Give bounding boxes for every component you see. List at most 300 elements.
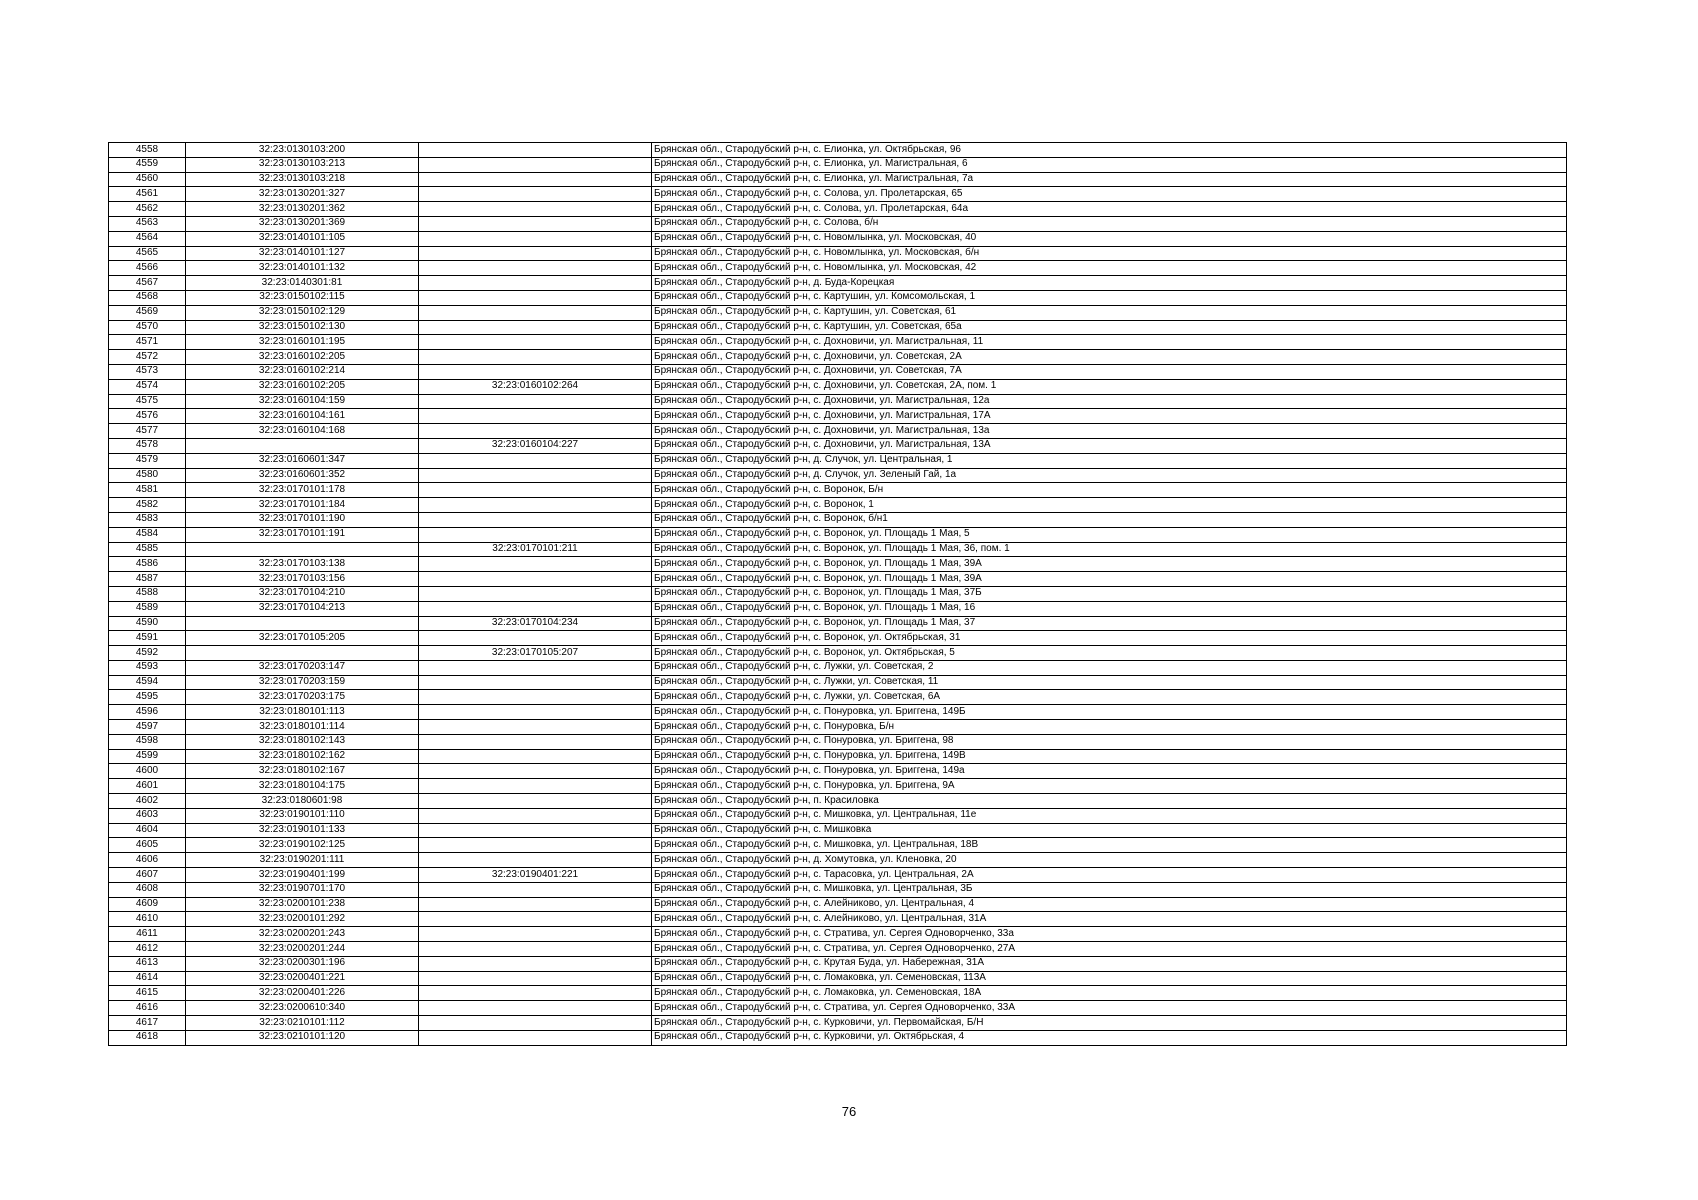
cadastral-number-cell: 32:23:0140101:127 <box>186 246 419 261</box>
address-cell: Брянская обл., Стародубский р-н, с. Воронок, ул. Площадь 1 Мая, 36, пом. 1 <box>652 542 1567 557</box>
table-row <box>109 143 1567 158</box>
row-number-cell: 4564 <box>109 231 186 246</box>
cadastral-number-cell: 32:23:0130103:218 <box>186 172 419 187</box>
cadastral-number-cell: 32:23:0190101:133 <box>186 823 419 838</box>
address-cell: Брянская обл., Стародубский р-н, с. Дохновичи, ул. Магистральная, 11 <box>652 335 1567 350</box>
address-cell: Брянская обл., Стародубский р-н, с. Мишковка, ул. Центральная, 3Б <box>652 882 1567 897</box>
second-cadastral-number-cell <box>419 971 652 986</box>
table-row <box>109 438 1567 453</box>
second-cadastral-number-cell <box>419 927 652 942</box>
table-row <box>109 305 1567 320</box>
row-number-cell: 4580 <box>109 468 186 483</box>
address-cell: Брянская обл., Стародубский р-н, п. Красиловка <box>652 794 1567 809</box>
cadastral-number-cell: 32:23:0160601:352 <box>186 468 419 483</box>
second-cadastral-number-cell <box>419 216 652 231</box>
table-row <box>109 453 1567 468</box>
cadastral-number-cell: 32:23:0160101:195 <box>186 335 419 350</box>
address-cell: Брянская обл., Стародубский р-н, с. Понуровка, ул. Бриггена, 98 <box>652 734 1567 749</box>
page-number: 76 <box>841 1104 857 1119</box>
address-cell: Брянская обл., Стародубский р-н, с. Дохновичи, ул. Советская, 2А <box>652 350 1567 365</box>
cadastral-number-cell: 32:23:0140101:132 <box>186 261 419 276</box>
second-cadastral-number-cell <box>419 720 652 735</box>
row-number-cell: 4588 <box>109 586 186 601</box>
address-cell: Брянская обл., Стародубский р-н, с. Елионка, ул. Магистральная, 6 <box>652 157 1567 172</box>
second-cadastral-number-cell <box>419 601 652 616</box>
row-number-cell: 4614 <box>109 971 186 986</box>
row-number-cell: 4572 <box>109 350 186 365</box>
cadastral-number-cell: 32:23:0180102:167 <box>186 764 419 779</box>
address-cell: Брянская обл., Стародубский р-н, д. Буда-Корецкая <box>652 276 1567 291</box>
second-cadastral-number-cell: 32:23:0170105:207 <box>419 646 652 661</box>
address-cell: Брянская обл., Стародубский р-н, с. Понуровка, ул. Бриггена, 149а <box>652 764 1567 779</box>
cadastral-number-cell: 32:23:0130103:213 <box>186 157 419 172</box>
cadastral-number-cell: 32:23:0190701:170 <box>186 882 419 897</box>
address-cell: Брянская обл., Стародубский р-н, с. Алейниково, ул. Центральная, 4 <box>652 897 1567 912</box>
row-number-cell: 4615 <box>109 986 186 1001</box>
second-cadastral-number-cell <box>419 838 652 853</box>
address-cell: Брянская обл., Стародубский р-н, с. Понуровка, ул. Бриггена, 149В <box>652 749 1567 764</box>
second-cadastral-number-cell <box>419 1001 652 1016</box>
second-cadastral-number-cell <box>419 942 652 957</box>
row-number-cell: 4587 <box>109 572 186 587</box>
row-number-cell: 4561 <box>109 187 186 202</box>
table-row <box>109 394 1567 409</box>
cadastral-number-cell: 32:23:0180101:113 <box>186 705 419 720</box>
table-row <box>109 779 1567 794</box>
registry-table-body <box>109 143 1567 1046</box>
table-row <box>109 379 1567 394</box>
second-cadastral-number-cell <box>419 749 652 764</box>
row-number-cell: 4602 <box>109 794 186 809</box>
second-cadastral-number-cell <box>419 527 652 542</box>
row-number-cell: 4594 <box>109 675 186 690</box>
cadastral-number-cell: 32:23:0180102:143 <box>186 734 419 749</box>
row-number-cell: 4575 <box>109 394 186 409</box>
address-cell: Брянская обл., Стародубский р-н, с. Новомлынка, ул. Московская, б/н <box>652 246 1567 261</box>
row-number-cell: 4581 <box>109 483 186 498</box>
registry-table <box>108 142 1567 1046</box>
cadastral-number-cell: 32:23:0190201:111 <box>186 853 419 868</box>
address-cell: Брянская обл., Стародубский р-н, с. Солова, б/н <box>652 216 1567 231</box>
cadastral-number-cell <box>186 646 419 661</box>
row-number-cell: 4590 <box>109 616 186 631</box>
row-number-cell: 4600 <box>109 764 186 779</box>
table-row <box>109 527 1567 542</box>
second-cadastral-number-cell <box>419 794 652 809</box>
cadastral-number-cell: 32:23:0170101:184 <box>186 498 419 513</box>
second-cadastral-number-cell: 32:23:0160102:264 <box>419 379 652 394</box>
row-number-cell: 4597 <box>109 720 186 735</box>
second-cadastral-number-cell: 32:23:0170104:234 <box>419 616 652 631</box>
cadastral-number-cell: 32:23:0170101:178 <box>186 483 419 498</box>
table-row <box>109 764 1567 779</box>
second-cadastral-number-cell <box>419 157 652 172</box>
second-cadastral-number-cell <box>419 572 652 587</box>
second-cadastral-number-cell: 32:23:0170101:211 <box>419 542 652 557</box>
second-cadastral-number-cell <box>419 705 652 720</box>
table-row <box>109 956 1567 971</box>
second-cadastral-number-cell <box>419 912 652 927</box>
address-cell: Брянская обл., Стародубский р-н, с. Елионка, ул. Магистральная, 7а <box>652 172 1567 187</box>
address-cell: Брянская обл., Стародубский р-н, д. Хомутовка, ул. Кленовка, 20 <box>652 853 1567 868</box>
address-cell: Брянская обл., Стародубский р-н, с. Алейниково, ул. Центральная, 31А <box>652 912 1567 927</box>
table-row <box>109 216 1567 231</box>
second-cadastral-number-cell <box>419 172 652 187</box>
table-row <box>109 483 1567 498</box>
table-row <box>109 276 1567 291</box>
address-cell: Брянская обл., Стародубский р-н, с. Новомлынка, ул. Московская, 42 <box>652 261 1567 276</box>
cadastral-number-cell: 32:23:0200101:292 <box>186 912 419 927</box>
second-cadastral-number-cell <box>419 853 652 868</box>
cadastral-number-cell: 32:23:0150102:129 <box>186 305 419 320</box>
address-cell: Брянская обл., Стародубский р-н, с. Крутая Буда, ул. Набережная, 31А <box>652 956 1567 971</box>
address-cell: Брянская обл., Стародубский р-н, с. Понуровка, ул. Бриггена, 149Б <box>652 705 1567 720</box>
second-cadastral-number-cell <box>419 498 652 513</box>
address-cell: Брянская обл., Стародубский р-н, с. Картушин, ул. Советская, 61 <box>652 305 1567 320</box>
row-number-cell: 4574 <box>109 379 186 394</box>
cadastral-number-cell: 32:23:0160104:168 <box>186 424 419 439</box>
cadastral-number-cell: 32:23:0160601:347 <box>186 453 419 468</box>
row-number-cell: 4607 <box>109 868 186 883</box>
table-row <box>109 350 1567 365</box>
second-cadastral-number-cell <box>419 364 652 379</box>
address-cell: Брянская обл., Стародубский р-н, с. Воронок, ул. Площадь 1 Мая, 37Б <box>652 586 1567 601</box>
row-number-cell: 4573 <box>109 364 186 379</box>
cadastral-number-cell: 32:23:0180104:175 <box>186 779 419 794</box>
cadastral-number-cell: 32:23:0130201:369 <box>186 216 419 231</box>
cadastral-number-cell: 32:23:0140101:105 <box>186 231 419 246</box>
table-row <box>109 512 1567 527</box>
address-cell: Брянская обл., Стародубский р-н, с. Дохновичи, ул. Советская, 7А <box>652 364 1567 379</box>
second-cadastral-number-cell <box>419 350 652 365</box>
second-cadastral-number-cell <box>419 409 652 424</box>
row-number-cell: 4613 <box>109 956 186 971</box>
table-row <box>109 734 1567 749</box>
address-cell: Брянская обл., Стародубский р-н, с. Дохновичи, ул. Магистральная, 17А <box>652 409 1567 424</box>
address-cell: Брянская обл., Стародубский р-н, с. Мишковка <box>652 823 1567 838</box>
address-cell: Брянская обл., Стародубский р-н, с. Дохновичи, ул. Магистральная, 12а <box>652 394 1567 409</box>
address-cell: Брянская обл., Стародубский р-н, с. Воронок, ул. Октябрьская, 31 <box>652 631 1567 646</box>
address-cell: Брянская обл., Стародубский р-н, с. Дохновичи, ул. Магистральная, 13а <box>652 424 1567 439</box>
cadastral-number-cell: 32:23:0160104:159 <box>186 394 419 409</box>
table-row <box>109 749 1567 764</box>
address-cell: Брянская обл., Стародубский р-н, с. Понуровка, Б/н <box>652 720 1567 735</box>
second-cadastral-number-cell <box>419 468 652 483</box>
cadastral-number-cell: 32:23:0170101:191 <box>186 527 419 542</box>
address-cell: Брянская обл., Стародубский р-н, с. Воронок, ул. Площадь 1 Мая, 39А <box>652 557 1567 572</box>
address-cell: Брянская обл., Стародубский р-н, с. Новомлынка, ул. Московская, 40 <box>652 231 1567 246</box>
address-cell: Брянская обл., Стародубский р-н, с. Солова, ул. Пролетарская, 65 <box>652 187 1567 202</box>
cadastral-number-cell: 32:23:0130201:327 <box>186 187 419 202</box>
table-row <box>109 498 1567 513</box>
row-number-cell: 4612 <box>109 942 186 957</box>
table-row <box>109 823 1567 838</box>
table-row <box>109 424 1567 439</box>
row-number-cell: 4603 <box>109 808 186 823</box>
address-cell: Брянская обл., Стародубский р-н, с. Воронок, 1 <box>652 498 1567 513</box>
row-number-cell: 4598 <box>109 734 186 749</box>
cadastral-number-cell: 32:23:0180102:162 <box>186 749 419 764</box>
second-cadastral-number-cell <box>419 246 652 261</box>
second-cadastral-number-cell <box>419 586 652 601</box>
cadastral-number-cell <box>186 438 419 453</box>
table-row <box>109 187 1567 202</box>
row-number-cell: 4610 <box>109 912 186 927</box>
cadastral-number-cell: 32:23:0130103:200 <box>186 143 419 158</box>
second-cadastral-number-cell <box>419 231 652 246</box>
table-row <box>109 335 1567 350</box>
address-cell: Брянская обл., Стародубский р-н, с. Стратива, ул. Сергея Одноворченко, 27А <box>652 942 1567 957</box>
table-row <box>109 364 1567 379</box>
cadastral-number-cell: 32:23:0170103:138 <box>186 557 419 572</box>
row-number-cell: 4579 <box>109 453 186 468</box>
row-number-cell: 4568 <box>109 290 186 305</box>
cadastral-number-cell: 32:23:0170103:156 <box>186 572 419 587</box>
cadastral-number-cell: 32:23:0130201:362 <box>186 202 419 217</box>
row-number-cell: 4601 <box>109 779 186 794</box>
cadastral-number-cell: 32:23:0170203:175 <box>186 690 419 705</box>
cadastral-number-cell: 32:23:0170104:210 <box>186 586 419 601</box>
second-cadastral-number-cell: 32:23:0160104:227 <box>419 438 652 453</box>
second-cadastral-number-cell <box>419 320 652 335</box>
address-cell: Брянская обл., Стародубский р-н, с. Воронок, ул. Площадь 1 Мая, 5 <box>652 527 1567 542</box>
table-row <box>109 231 1567 246</box>
table-row <box>109 586 1567 601</box>
cadastral-number-cell: 32:23:0200401:221 <box>186 971 419 986</box>
row-number-cell: 4599 <box>109 749 186 764</box>
row-number-cell: 4606 <box>109 853 186 868</box>
row-number-cell: 4608 <box>109 882 186 897</box>
cadastral-number-cell: 32:23:0200201:243 <box>186 927 419 942</box>
row-number-cell: 4559 <box>109 157 186 172</box>
second-cadastral-number-cell <box>419 986 652 1001</box>
second-cadastral-number-cell <box>419 276 652 291</box>
second-cadastral-number-cell <box>419 764 652 779</box>
address-cell: Брянская обл., Стародубский р-н, с. Солова, ул. Пролетарская, 64а <box>652 202 1567 217</box>
table-row <box>109 838 1567 853</box>
table-row <box>109 690 1567 705</box>
cadastral-number-cell: 32:23:0160102:205 <box>186 350 419 365</box>
address-cell: Брянская обл., Стародубский р-н, с. Лужки, ул. Советская, 2 <box>652 660 1567 675</box>
address-cell: Брянская обл., Стародубский р-н, с. Лужки, ул. Советская, 11 <box>652 675 1567 690</box>
row-number-cell: 4589 <box>109 601 186 616</box>
table-row <box>109 616 1567 631</box>
table-row <box>109 409 1567 424</box>
row-number-cell: 4567 <box>109 276 186 291</box>
row-number-cell: 4604 <box>109 823 186 838</box>
table-row <box>109 868 1567 883</box>
table-row <box>109 675 1567 690</box>
table-row <box>109 1030 1567 1045</box>
cadastral-number-cell: 32:23:0190401:199 <box>186 868 419 883</box>
row-number-cell: 4595 <box>109 690 186 705</box>
cadastral-number-cell: 32:23:0170101:190 <box>186 512 419 527</box>
address-cell: Брянская обл., Стародубский р-н, с. Воронок, б/н1 <box>652 512 1567 527</box>
address-cell: Брянская обл., Стародубский р-н, с. Мишковка, ул. Центральная, 18В <box>652 838 1567 853</box>
cadastral-number-cell <box>186 616 419 631</box>
row-number-cell: 4605 <box>109 838 186 853</box>
second-cadastral-number-cell <box>419 734 652 749</box>
row-number-cell: 4586 <box>109 557 186 572</box>
table-row <box>109 601 1567 616</box>
table-row <box>109 557 1567 572</box>
row-number-cell: 4616 <box>109 1001 186 1016</box>
table-row <box>109 882 1567 897</box>
table-row <box>109 971 1567 986</box>
address-cell: Брянская обл., Стародубский р-н, с. Картушин, ул. Комсомольская, 1 <box>652 290 1567 305</box>
second-cadastral-number-cell <box>419 779 652 794</box>
cadastral-number-cell: 32:23:0170104:213 <box>186 601 419 616</box>
address-cell: Брянская обл., Стародубский р-н, с. Дохновичи, ул. Магистральная, 13А <box>652 438 1567 453</box>
table-row <box>109 794 1567 809</box>
address-cell: Брянская обл., Стародубский р-н, д. Случок, ул. Зеленый Гай, 1а <box>652 468 1567 483</box>
address-cell: Брянская обл., Стародубский р-н, с. Стратива, ул. Сергея Одноворченко, 33А <box>652 1001 1567 1016</box>
table-row <box>109 705 1567 720</box>
second-cadastral-number-cell <box>419 143 652 158</box>
second-cadastral-number-cell <box>419 187 652 202</box>
address-cell: Брянская обл., Стародубский р-н, с. Картушин, ул. Советская, 65а <box>652 320 1567 335</box>
address-cell: Брянская обл., Стародубский р-н, с. Дохновичи, ул. Советская, 2А, пом. 1 <box>652 379 1567 394</box>
second-cadastral-number-cell <box>419 453 652 468</box>
cadastral-number-cell: 32:23:0170203:159 <box>186 675 419 690</box>
cadastral-number-cell: 32:23:0150102:130 <box>186 320 419 335</box>
cadastral-number-cell: 32:23:0190101:110 <box>186 808 419 823</box>
address-cell: Брянская обл., Стародубский р-н, с. Ломаковка, ул. Семеновская, 113А <box>652 971 1567 986</box>
cadastral-number-cell: 32:23:0190102:125 <box>186 838 419 853</box>
table-row <box>109 468 1567 483</box>
address-cell: Брянская обл., Стародубский р-н, с. Воронок, ул. Октябрьская, 5 <box>652 646 1567 661</box>
row-number-cell: 4585 <box>109 542 186 557</box>
address-cell: Брянская обл., Стародубский р-н, с. Ломаковка, ул. Семеновская, 18А <box>652 986 1567 1001</box>
cadastral-number-cell: 32:23:0200201:244 <box>186 942 419 957</box>
cadastral-number-cell: 32:23:0210101:120 <box>186 1030 419 1045</box>
row-number-cell: 4576 <box>109 409 186 424</box>
row-number-cell: 4582 <box>109 498 186 513</box>
second-cadastral-number-cell <box>419 305 652 320</box>
address-cell: Брянская обл., Стародубский р-н, с. Курковичи, ул. Первомайская, Б/Н <box>652 1016 1567 1031</box>
second-cadastral-number-cell <box>419 660 652 675</box>
row-number-cell: 4560 <box>109 172 186 187</box>
second-cadastral-number-cell <box>419 956 652 971</box>
cadastral-number-cell: 32:23:0170105:205 <box>186 631 419 646</box>
table-row <box>109 660 1567 675</box>
cadastral-number-cell: 32:23:0210101:112 <box>186 1016 419 1031</box>
row-number-cell: 4593 <box>109 660 186 675</box>
table-row <box>109 853 1567 868</box>
address-cell: Брянская обл., Стародубский р-н, с. Воронок, ул. Площадь 1 Мая, 39А <box>652 572 1567 587</box>
cadastral-number-cell: 32:23:0160104:161 <box>186 409 419 424</box>
row-number-cell: 4578 <box>109 438 186 453</box>
cadastral-number-cell: 32:23:0140301:81 <box>186 276 419 291</box>
cadastral-number-cell: 32:23:0170203:147 <box>186 660 419 675</box>
cadastral-number-cell <box>186 542 419 557</box>
address-cell: Брянская обл., Стародубский р-н, с. Лужки, ул. Советская, 6А <box>652 690 1567 705</box>
table-row <box>109 157 1567 172</box>
row-number-cell: 4617 <box>109 1016 186 1031</box>
cadastral-number-cell: 32:23:0160102:214 <box>186 364 419 379</box>
row-number-cell: 4583 <box>109 512 186 527</box>
row-number-cell: 4591 <box>109 631 186 646</box>
second-cadastral-number-cell <box>419 261 652 276</box>
row-number-cell: 4611 <box>109 927 186 942</box>
table-row <box>109 986 1567 1001</box>
row-number-cell: 4592 <box>109 646 186 661</box>
second-cadastral-number-cell <box>419 690 652 705</box>
second-cadastral-number-cell <box>419 882 652 897</box>
second-cadastral-number-cell: 32:23:0190401:221 <box>419 868 652 883</box>
table-row <box>109 246 1567 261</box>
row-number-cell: 4558 <box>109 143 186 158</box>
row-number-cell: 4563 <box>109 216 186 231</box>
cadastral-number-cell: 32:23:0180601:98 <box>186 794 419 809</box>
table-row <box>109 261 1567 276</box>
table-row <box>109 912 1567 927</box>
second-cadastral-number-cell <box>419 424 652 439</box>
cadastral-number-cell: 32:23:0150102:115 <box>186 290 419 305</box>
cadastral-number-cell: 32:23:0200301:196 <box>186 956 419 971</box>
second-cadastral-number-cell <box>419 675 652 690</box>
table-row <box>109 927 1567 942</box>
second-cadastral-number-cell <box>419 808 652 823</box>
address-cell: Брянская обл., Стародубский р-н, с. Воронок, Б/н <box>652 483 1567 498</box>
table-row <box>109 172 1567 187</box>
row-number-cell: 4566 <box>109 261 186 276</box>
address-cell: Брянская обл., Стародубский р-н, с. Понуровка, ул. Бриггена, 9А <box>652 779 1567 794</box>
table-row <box>109 631 1567 646</box>
second-cadastral-number-cell <box>419 631 652 646</box>
second-cadastral-number-cell <box>419 335 652 350</box>
address-cell: Брянская обл., Стародубский р-н, с. Мишковка, ул. Центральная, 11е <box>652 808 1567 823</box>
table-row <box>109 320 1567 335</box>
second-cadastral-number-cell <box>419 290 652 305</box>
second-cadastral-number-cell <box>419 202 652 217</box>
row-number-cell: 4577 <box>109 424 186 439</box>
table-row <box>109 542 1567 557</box>
address-cell: Брянская обл., Стародубский р-н, с. Елионка, ул. Октябрьская, 96 <box>652 143 1567 158</box>
address-cell: Брянская обл., Стародубский р-н, с. Курковичи, ул. Октябрьская, 4 <box>652 1030 1567 1045</box>
second-cadastral-number-cell <box>419 1030 652 1045</box>
row-number-cell: 4562 <box>109 202 186 217</box>
table-row <box>109 720 1567 735</box>
table-row <box>109 290 1567 305</box>
table-row <box>109 808 1567 823</box>
address-cell: Брянская обл., Стародубский р-н, с. Стратива, ул. Сергея Одноворченко, 33а <box>652 927 1567 942</box>
row-number-cell: 4609 <box>109 897 186 912</box>
table-row <box>109 572 1567 587</box>
address-cell: Брянская обл., Стародубский р-н, с. Воронок, ул. Площадь 1 Мая, 37 <box>652 616 1567 631</box>
cadastral-number-cell: 32:23:0200610:340 <box>186 1001 419 1016</box>
cadastral-number-cell: 32:23:0200401:226 <box>186 986 419 1001</box>
row-number-cell: 4596 <box>109 705 186 720</box>
second-cadastral-number-cell <box>419 394 652 409</box>
second-cadastral-number-cell <box>419 557 652 572</box>
address-cell: Брянская обл., Стародубский р-н, с. Тарасовка, ул. Центральная, 2А <box>652 868 1567 883</box>
second-cadastral-number-cell <box>419 897 652 912</box>
table-row <box>109 1001 1567 1016</box>
row-number-cell: 4570 <box>109 320 186 335</box>
second-cadastral-number-cell <box>419 823 652 838</box>
row-number-cell: 4618 <box>109 1030 186 1045</box>
cadastral-number-cell: 32:23:0180101:114 <box>186 720 419 735</box>
row-number-cell: 4571 <box>109 335 186 350</box>
second-cadastral-number-cell <box>419 1016 652 1031</box>
table-row <box>109 942 1567 957</box>
second-cadastral-number-cell <box>419 483 652 498</box>
table-row <box>109 897 1567 912</box>
cadastral-number-cell: 32:23:0160102:205 <box>186 379 419 394</box>
second-cadastral-number-cell <box>419 512 652 527</box>
address-cell: Брянская обл., Стародубский р-н, д. Случок, ул. Центральная, 1 <box>652 453 1567 468</box>
